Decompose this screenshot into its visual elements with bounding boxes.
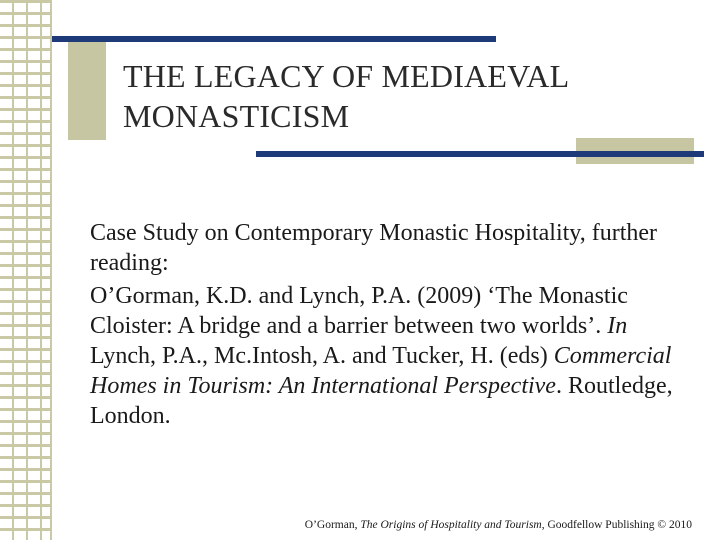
slide-title xyxy=(123,56,703,136)
title-bottom-rule xyxy=(256,151,704,157)
reference-in: In xyxy=(607,313,628,339)
title-accent-block xyxy=(68,40,106,140)
title-top-rule xyxy=(52,36,496,42)
slide-body xyxy=(90,218,690,431)
title-line-2: MONASTICISM xyxy=(123,98,350,134)
checkered-stripe-decoration xyxy=(0,0,52,540)
reference-editors: Lynch, P.A., Mc.Intosh, A. and Tucker, H. (eds) xyxy=(90,343,554,369)
slide-footer xyxy=(305,518,692,532)
footer-book-title: The Origins of Hospitality and Tourism xyxy=(360,519,542,531)
title-line-1: THE LEGACY OF MEDIAEVAL xyxy=(123,58,570,94)
reference-article: O’Gorman, K.D. and Lynch, P.A. (2009) ‘The Monastic Cloister: A bridge and a barrier between two worlds’. xyxy=(90,283,628,339)
body-reference xyxy=(90,281,690,431)
body-intro: Case Study on Contemporary Monastic Hospitality, further reading: xyxy=(90,220,658,276)
reference-publisher: . Routledge, London. xyxy=(90,373,673,429)
reference-book-title: Commercial Homes in Tourism: An International Perspective xyxy=(90,343,672,399)
footer-author: O’Gorman, xyxy=(304,519,361,531)
footer-publisher: , Goodfellow Publishing © 2010 xyxy=(541,519,692,531)
